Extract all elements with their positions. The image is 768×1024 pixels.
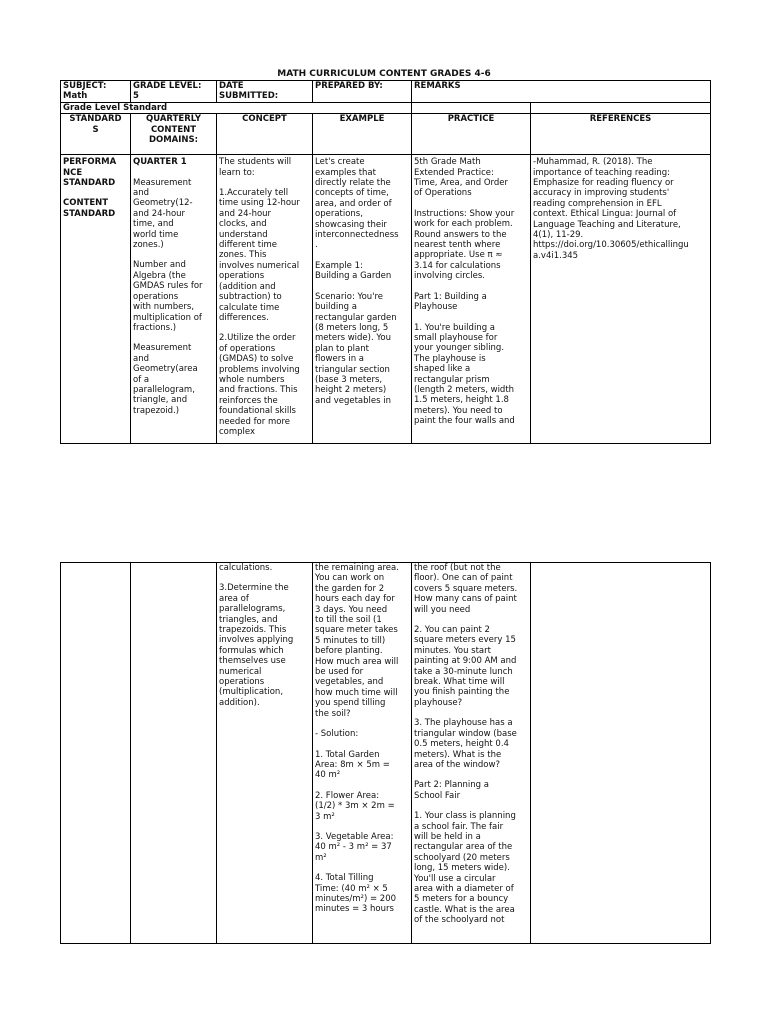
domain-item: Number and Algebra (the GMDAS rules for operations with numbers, multiplication of fractions.) — [133, 260, 203, 333]
concept-paragraph: calculations. — [219, 563, 273, 573]
concept-paragraph: 1.Accurately tell time using 12-hour and 24-hour clocks, and understand different time zones. This involves numerical operations (addition and subtraction) to calculate time differences. — [219, 188, 300, 323]
header-example: EXAMPLE — [313, 114, 412, 155]
domain-item: Measurement and Geometry(area of a parallelogram, triangle, and trapezoid.) — [133, 343, 198, 416]
practice-paragraph: the roof (but not the floor). One can of paint covers 5 square meters. How many cans of paint will you need — [414, 563, 518, 615]
standards-cell — [61, 155, 131, 444]
practice-paragraph: Part 1: Building a Playhouse — [414, 291, 487, 313]
prepared-by-cell: PREPARED BY: — [313, 81, 412, 103]
example-paragraph: 4. Total Tilling Time: (40 m² × 5 minutes/m²) = 200 minutes = 3 hours — [315, 873, 397, 915]
content-standard-label: CONTENT STANDARD — [63, 198, 116, 219]
concept-paragraph: The students will learn to: — [219, 157, 292, 178]
example-paragraph: 3. Vegetable Area: 40 m² - 3 m² = 37 m² — [315, 831, 394, 863]
curriculum-table-page-1 — [60, 80, 711, 444]
references-cell — [531, 155, 711, 444]
quarterly-cell — [131, 155, 217, 444]
practice-cell — [412, 563, 531, 944]
domain-item: Measurement and Geometry(12- and 24-hour time, and world time zones.) — [133, 177, 193, 251]
practice-paragraph: Instructions: Show your work for each problem. Round answers to the nearest tenth where appropriate. Use π ≈ 3.14 for calculations involving circles. — [414, 208, 515, 282]
practice-paragraph: 2. You can paint 2 square meters every 15 minutes. You start painting at 9:00 AM and take a 30-minute lunch break. What time will you finish painting the playhouse? — [414, 625, 517, 708]
concept-cell — [217, 155, 313, 444]
standards-cell — [61, 563, 131, 944]
practice-paragraph: 3. The playhouse has a triangular window (base 0.5 meters, height 0.4 meters). What is the area of the window? — [414, 718, 517, 770]
header-standards: STANDARD S — [61, 114, 131, 155]
date-submitted-cell: DATE SUBMITTED: — [217, 81, 313, 103]
subject-cell: SUBJECT: Math — [61, 81, 131, 103]
concept-paragraph: 3.Determine the area of parallelograms, triangles, and trapezoids. This involves applying formulas which themselves use numerical operations (multiplication, addition). — [219, 583, 294, 708]
references-cell — [531, 563, 711, 944]
performance-standard-label: PERFORMA NCE STANDARD — [63, 157, 117, 189]
remarks-cell: REMARKS — [412, 81, 711, 103]
empty-cell — [531, 102, 711, 113]
example-paragraph: 2. Flower Area: (1/2) * 3m × 2m = 3 m² — [315, 790, 395, 822]
quarterly-cell — [131, 563, 217, 944]
example-paragraph: the remaining area. You can work on the garden for 2 hours each day for 3 days. You need to till the soil (1 square meter takes 5 minutes to till) before planting. How much area will be used for vegetables, and how much time will you spend tilling the soil? — [315, 563, 399, 719]
curriculum-table-page-2 — [60, 562, 711, 944]
practice-cell — [412, 155, 531, 444]
empty-cell — [412, 102, 531, 113]
reference-entry: -Muhammad, R. (2018). The importance of teaching reading: Emphasize for reading fluency or accuracy in improving students' reading comprehension in EFL context. Ethical Lingua: Journal of Language Teaching and Literature, 4(1), 11-29. https://doi.org/10.30605/ethicallingu a.v4i1.345 — [533, 157, 689, 261]
concept-cell — [217, 563, 313, 944]
example-paragraph: 1. Total Garden Area: 8m × 5m = 40 m² — [315, 749, 390, 781]
example-paragraph: Example 1: Building a Garden — [315, 260, 392, 282]
header-quarterly-domains: QUARTERLY CONTENT DOMAINS: — [131, 114, 217, 155]
practice-paragraph: 1. You're building a small playhouse for your younger sibling. The playhouse is shaped like a rectangular prism (length 2 meters, width 1.5 meters, height 1.8 meters). You need to paint the four walls and — [414, 322, 515, 427]
header-references: REFERENCES — [531, 114, 711, 155]
example-cell — [313, 563, 412, 944]
quarter-label: QUARTER 1 — [133, 157, 187, 168]
practice-paragraph: 5th Grade Math Extended Practice: Time, Area, and Order of Operations — [414, 157, 509, 199]
page-title: MATH CURRICULUM CONTENT GRADES 4-6 — [277, 69, 491, 79]
header-concept: CONCEPT — [217, 114, 313, 155]
practice-paragraph: Part 2: Planning a School Fair — [414, 780, 489, 801]
grade-level-standard-label: Grade Level Standard — [61, 102, 412, 113]
example-paragraph: Let's create examples that directly relate the concepts of time, area, and order of operations, showcasing their interconnectedness . — [315, 157, 399, 251]
header-practice: PRACTICE — [412, 114, 531, 155]
example-paragraph: - Solution: — [315, 729, 359, 740]
example-paragraph: Scenario: You're building a rectangular garden (8 meters long, 5 meters wide). You plan to plant flowers in a triangular section (base 3 meters, height 2 meters) and vegetables in — [315, 291, 397, 406]
example-cell — [313, 155, 412, 444]
concept-paragraph: 2.Utilize the order of operations (GMDAS) to solve problems involving whole numbers and fractions. This reinforces the foundational skills needed for more complex — [219, 333, 300, 437]
practice-paragraph: 1. Your class is planning a school fair. The fair will be held in a rectangular area of the schoolyard (20 meters long, 15 meters wide). You'll use a circular area with a diameter of 5 meters for a bouncy castle. What is the area of the schoolyard not — [414, 811, 516, 926]
grade-level-cell: GRADE LEVEL: 5 — [131, 81, 217, 103]
